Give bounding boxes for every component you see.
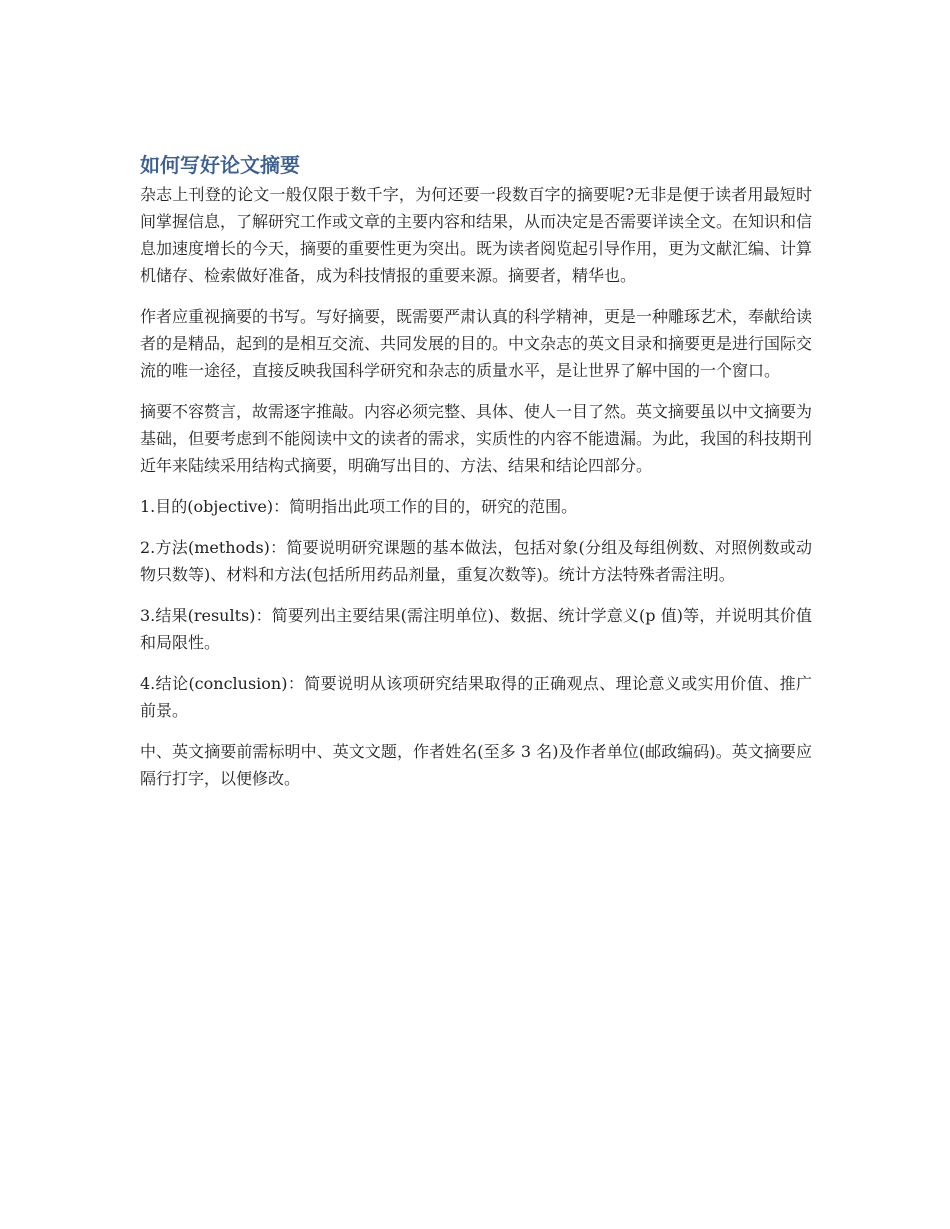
- paragraph-structured-abstract: 摘要不容赘言，故需逐字推敲。内容必须完整、具体、使人一目了然。英文摘要虽以中文摘要为基础，但要考虑到不能阅读中文的读者的需求，实质性的内容不能遗漏。为此，我国的科技期刊近年来陆续采用结构式摘要，明确写出目的、方法、结果和结论四部分。: [140, 402, 813, 475]
- list-item-conclusion: 4.结论(conclusion)：简要说明从该项研究结果取得的正确观点、理论意义或实用价值、推广前景。: [140, 674, 812, 720]
- paragraph-title-author-note: 中、英文摘要前需标明中、英文文题，作者姓名(至多 3 名)及作者单位(邮政编码)。英文摘要应隔行打字，以便修改。: [140, 742, 812, 788]
- document-body: [140, 150, 812, 806]
- document-title: 如何写好论文摘要: [140, 153, 300, 177]
- paragraph-importance: 作者应重视摘要的书写。写好摘要，既需要严肃认真的科学精神，更是一种雕琢艺术，奉献给读者的是精品，起到的是相互交流、共同发展的目的。中文杂志的英文目录和摘要更是进行国际交流的唯一途径，直接反映我国科学研究和杂志的质量水平，是让世界了解中国的一个窗口。: [140, 307, 813, 380]
- list-item-methods: 2.方法(methods)：简要说明研究课题的基本做法，包括对象(分组及每组例数、对照例数或动物只数等)、材料和方法(包括所用药品剂量，重复次数等)。统计方法特殊者需注明。: [140, 538, 812, 584]
- list-item-objective: 1.目的(objective)：简明指出此项工作的目的，研究的范围。: [140, 497, 578, 516]
- list-item-results: 3.结果(results)：简要列出主要结果(需注明单位)、数据、统计学意义(p 值)等，并说明其价值和局限性。: [140, 606, 812, 652]
- paragraph-intro: 杂志上刊登的论文一般仅限于数千字，为何还要一段数百字的摘要呢?无非是便于读者用最短时间掌握信息，了解研究工作或文章的主要内容和结果，从而决定是否需要详读全文。在知识和信息加速度增长的今天，摘要的重要性更为突出。既为读者阅览起引导作用，更为文献汇编、计算机储存、检索做好准备，成为科技情报的重要来源。摘要者，精华也。: [140, 185, 813, 285]
